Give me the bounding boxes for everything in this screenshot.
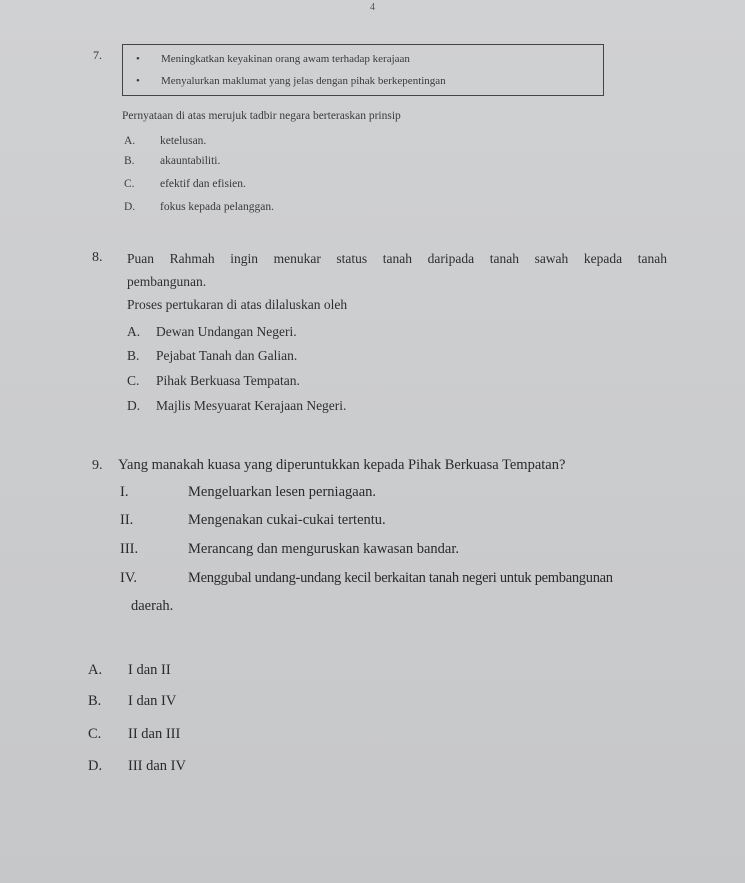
question-9-number: 9. <box>92 458 103 473</box>
option-text: Dewan Undangan Negeri. <box>156 324 297 339</box>
statement-text: Mengeluarkan lesen perniagaan. <box>188 484 377 500</box>
option-letter: D. <box>88 758 103 774</box>
option-text: efektif dan efisien. <box>160 178 246 190</box>
option-letter: B. <box>124 155 135 167</box>
option-letter: B. <box>88 693 102 709</box>
statement-roman: I. <box>120 484 129 500</box>
option-letter: C. <box>124 178 135 190</box>
option-letter: D. <box>127 398 141 413</box>
question-8-line-1: Puan Rahmah ingin menukar status tanah daripada tanah sawah kepada tanah <box>127 251 667 266</box>
page-number: 4 <box>370 2 375 13</box>
option-text: Pejabat Tanah dan Galian. <box>156 348 298 363</box>
bullet-text: Menyalurkan maklumat yang jelas dengan pihak berkepentingan <box>161 75 446 87</box>
question-8-line-2: pembangunan. <box>127 274 207 289</box>
question-7-bullet <box>137 75 446 87</box>
option-letter: A. <box>124 135 136 147</box>
option-letter: A. <box>127 324 141 339</box>
question-7-bullet <box>137 53 410 65</box>
option-text: ketelusan. <box>160 135 207 147</box>
statement-roman: IV. <box>120 570 138 586</box>
option-text: fokus kepada pelanggan. <box>160 201 275 213</box>
option-text: Pihak Berkuasa Tempatan. <box>156 373 300 388</box>
option-letter: C. <box>127 373 140 388</box>
question-7-stem: Pernyataan di atas merujuk tadbir negara berteraskan prinsip <box>122 110 401 122</box>
option-text: I dan II <box>128 662 171 678</box>
question-7-statement-box <box>122 44 604 96</box>
statement-text: Merancang dan menguruskan kawasan bandar. <box>188 541 459 557</box>
statement-text: Mengenakan cukai-cukai tertentu. <box>188 512 386 528</box>
option-letter: B. <box>127 348 140 363</box>
option-text: I dan IV <box>128 693 177 709</box>
statement-roman: II. <box>120 512 134 528</box>
question-8-stem: Proses pertukaran di atas dilaluskan oleh <box>127 297 348 312</box>
option-text: II dan III <box>128 726 181 742</box>
statement-roman: III. <box>120 541 139 557</box>
question-9-stem: Yang manakah kuasa yang diperuntukkan kepada Pihak Berkuasa Tempatan? <box>118 457 566 473</box>
statement-text-continued: daerah. <box>131 598 174 614</box>
statement-text: Menggubal undang-undang kecil berkaitan tanah negeri untuk pembangunan <box>188 570 613 586</box>
bullet-text: Meningkatkan keyakinan orang awam terhadap kerajaan <box>161 53 410 65</box>
option-letter: A. <box>88 662 103 678</box>
option-letter: D. <box>124 201 136 213</box>
option-text: III dan IV <box>128 758 186 774</box>
question-7-number: 7. <box>93 48 102 62</box>
option-text: Majlis Mesyuarat Kerajaan Negeri. <box>156 398 347 413</box>
option-text: akauntabiliti. <box>160 155 221 167</box>
option-letter: C. <box>88 726 102 742</box>
question-8-number: 8. <box>92 250 103 265</box>
